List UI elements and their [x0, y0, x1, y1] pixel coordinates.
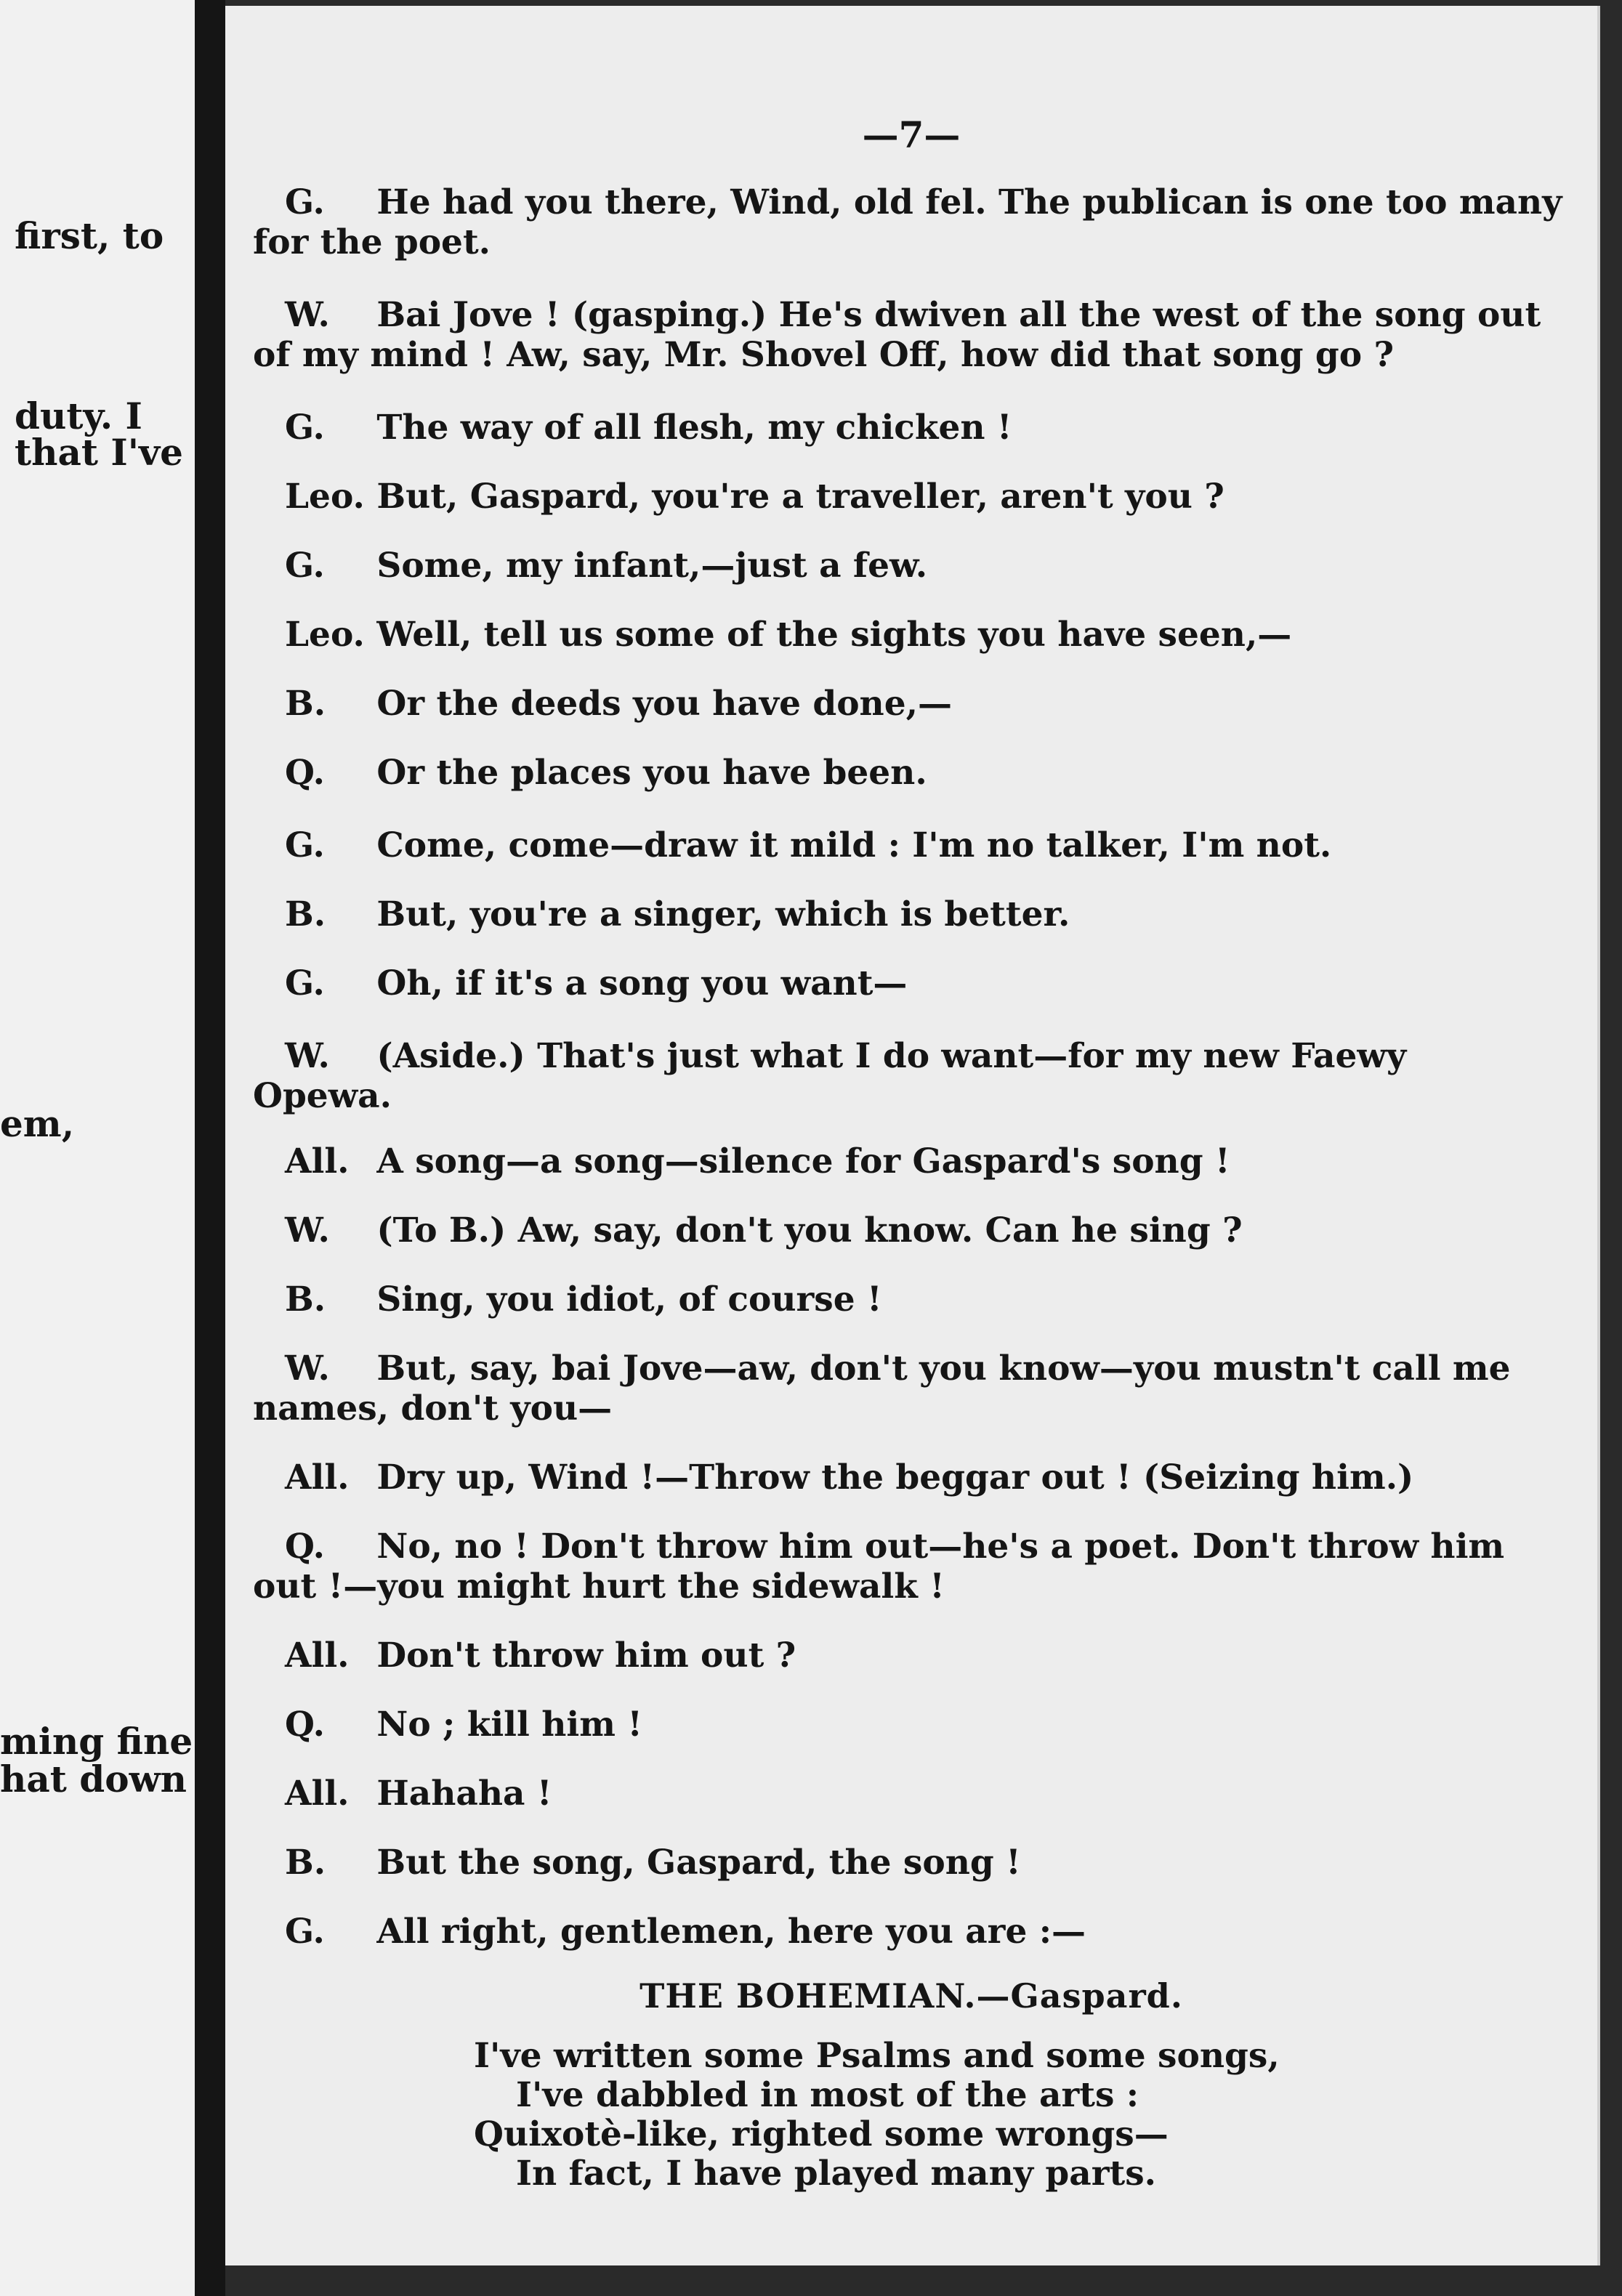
dialogue-text: Dry up, Wind !—Throw the beggar out ! (Seizing him.) [376, 1458, 1414, 1497]
speaker-label: All. [285, 1458, 350, 1497]
dialogue-text: Bai Jove ! (gasping.) He's dwiven all the west of the song out [376, 295, 1541, 335]
dialogue-text: A song—a song—silence for Gaspard's song ! [376, 1141, 1230, 1181]
speaker-label: Q. [285, 1527, 325, 1567]
speaker-label: G. [285, 1912, 325, 1952]
dialogue-text: But, Gaspard, you're a traveller, aren't you ? [376, 477, 1224, 517]
dialogue-line [285, 478, 1224, 516]
dialogue-line [285, 616, 1291, 654]
speaker-label: B. [285, 1280, 326, 1319]
speaker-label: G. [285, 546, 325, 586]
dialogue-line [285, 1844, 1021, 1882]
dialogue-line [285, 965, 907, 1003]
dialogue-text: No ; kill him ! [376, 1705, 643, 1745]
verse-line: I've written some Psalms and some songs, [474, 2036, 1280, 2076]
dialogue-text: He had you there, Wind, old fel. The publican is one too many [376, 182, 1562, 222]
dialogue-line [285, 1775, 552, 1813]
dialogue-text: of my mind ! Aw, say, Mr. Shovel Off, how did that song go ? [253, 335, 1395, 375]
left-page-edge [0, 0, 195, 2296]
verse-line: Quixotè-like, righted some wrongs— [474, 2114, 1169, 2154]
dialogue-text: Or the deeds you have done,— [376, 684, 952, 724]
dialogue-line [285, 1143, 1230, 1181]
dialogue-text: Don't throw him out ? [376, 1636, 796, 1675]
page-number: —7— [862, 113, 961, 156]
left-page-fragment: em, [0, 1102, 75, 1145]
dialogue-line [285, 1038, 1406, 1075]
dialogue-text: Opewa. [253, 1076, 392, 1116]
dialogue-line [253, 336, 1394, 374]
dialogue-text: Or the places you have been. [376, 753, 927, 793]
dialogue-text: (Aside.) That's just what I do want—for my new Faewy [376, 1036, 1407, 1076]
speaker-label: All. [285, 1141, 350, 1181]
dialogue-line [285, 1281, 882, 1319]
dialogue-text: But the song, Gaspard, the song ! [376, 1843, 1021, 1883]
speaker-label: G. [285, 963, 325, 1003]
speaker-label: B. [285, 894, 326, 934]
dialogue-text: out !—you might hurt the sidewalk ! [253, 1567, 945, 1606]
speaker-label: Leo. [285, 615, 365, 655]
song-title: THE BOHEMIAN.—Gaspard. [639, 1976, 1183, 2016]
dialogue-line [285, 1459, 1413, 1497]
dialogue-line [285, 1528, 1504, 1566]
dialogue-text: for the poet. [253, 222, 491, 262]
dialogue-text: But, you're a singer, which is better. [376, 894, 1070, 934]
dialogue-text: No, no ! Don't throw him out—he's a poet. Don't throw him [376, 1527, 1505, 1567]
left-page-fragment: duty. I [15, 395, 142, 437]
dialogue-text: Well, tell us some of the sights you have seen,— [376, 615, 1292, 655]
dialogue-line [285, 685, 952, 723]
dialogue-line [253, 1078, 392, 1115]
dialogue-line [285, 1212, 1243, 1250]
speaker-label: All. [285, 1774, 350, 1814]
speaker-label: All. [285, 1636, 350, 1675]
dialogue-line [285, 1350, 1511, 1388]
dialogue-text: Some, my infant,—just a few. [376, 546, 928, 586]
dialogue-text: Sing, you idiot, of course ! [376, 1280, 882, 1319]
dialogue-line [285, 1637, 796, 1675]
dialogue-line [285, 896, 1070, 934]
dialogue-block [225, 6, 1597, 2265]
speaker-label: G. [285, 825, 325, 865]
dialogue-line [285, 827, 1331, 865]
dialogue-text: Hahaha ! [376, 1774, 552, 1814]
dialogue-line [285, 184, 1562, 222]
speaker-label: B. [285, 684, 326, 724]
speaker-label: W. [285, 1349, 330, 1388]
dialogue-text: Oh, if it's a song you want— [376, 963, 908, 1003]
book-page [225, 6, 1600, 2265]
dialogue-text: names, don't you— [253, 1388, 613, 1428]
dialogue-text: (To B.) Aw, say, don't you know. Can he sing ? [376, 1210, 1243, 1250]
speaker-label: W. [285, 1210, 330, 1250]
dialogue-line [285, 1913, 1086, 1951]
dialogue-text: All right, gentlemen, here you are :— [376, 1912, 1086, 1952]
speaker-label: G. [285, 408, 325, 448]
dialogue-text: But, say, bai Jove—aw, don't you know—you mustn't call me [376, 1349, 1511, 1388]
book-gutter [195, 0, 225, 2296]
dialogue-line [285, 409, 1012, 447]
dialogue-line [285, 296, 1541, 334]
verse-line: I've dabbled in most of the arts : [516, 2075, 1139, 2115]
verse-line: In fact, I have played many parts. [516, 2154, 1157, 2194]
speaker-label: Q. [285, 1705, 325, 1745]
speaker-label: G. [285, 182, 325, 222]
speaker-label: B. [285, 1843, 326, 1883]
dialogue-line [285, 754, 927, 792]
speaker-label: W. [285, 295, 330, 335]
left-page-fragment: first, to [15, 214, 164, 257]
left-page-fragment: that I've [15, 431, 183, 474]
left-page-fragment: ming fine [0, 1720, 193, 1763]
left-page-fragment: hat down [0, 1758, 187, 1800]
dialogue-line [285, 1706, 642, 1744]
dialogue-line [253, 224, 491, 262]
dialogue-line [285, 547, 927, 585]
dialogue-text: The way of all flesh, my chicken ! [376, 408, 1012, 448]
speaker-label: W. [285, 1036, 330, 1076]
dialogue-text: Come, come—draw it mild : I'm no talker, I'm not. [376, 825, 1332, 865]
speaker-label: Q. [285, 753, 325, 793]
dialogue-line [253, 1390, 612, 1428]
dialogue-line [253, 1568, 945, 1606]
speaker-label: Leo. [285, 477, 365, 517]
